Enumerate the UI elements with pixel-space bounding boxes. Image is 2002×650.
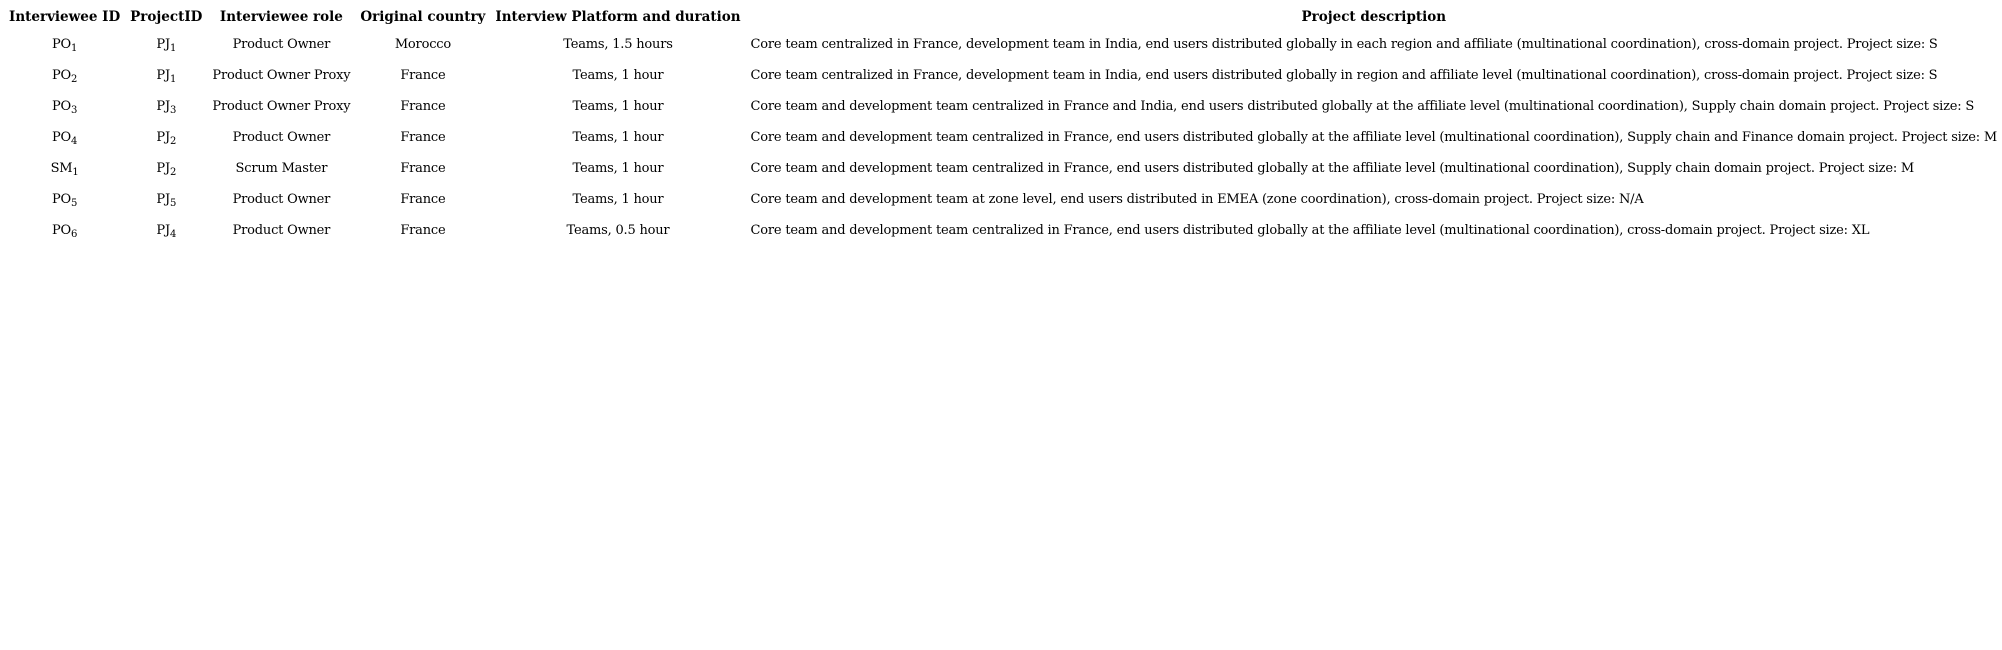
project-id-cell [125, 153, 207, 184]
project-subscript: 1 [169, 43, 177, 54]
country-cell: France [400, 223, 446, 238]
interviewee-id-cell [4, 60, 125, 91]
project-id-cell [125, 29, 207, 60]
project-id-cell [125, 184, 207, 215]
interviewee-id-cell [4, 184, 125, 215]
id-base: PO [51, 223, 71, 238]
description-cell: Core team centralized in France, development team in India, end users distributed globally in each region and affiliate (multinational coordination), cross-domain project. Project size: S [750, 37, 1938, 52]
id-base: SM [50, 161, 73, 176]
table-row [4, 60, 2002, 91]
country-cell: France [400, 130, 446, 145]
table-row [4, 184, 2002, 215]
id-base: PO [51, 37, 71, 52]
description-cell: Core team and development team centralized in France, end users distributed globally at the affiliate level (multinational coordination), Supply chain and Finance domain project. Project size: M [750, 130, 1997, 145]
platform-cell: Teams, 1 hour [572, 130, 664, 145]
id-subscript: 5 [71, 198, 78, 209]
platform-cell: Teams, 1 hour [572, 99, 664, 114]
header-row [4, 5, 2002, 29]
description-cell: Core team and development team centralized in France, end users distributed globally at the affiliate level (multinational coordination), Supply chain domain project. Project size: M [750, 161, 1915, 176]
project-base: PJ [156, 68, 170, 83]
project-base: PJ [156, 99, 170, 114]
table-row [4, 215, 2002, 246]
description-cell: Core team and development team centralized in France, end users distributed globally at the affiliate level (multinational coordination), cross-domain project. Project size: XL [750, 223, 1870, 238]
id-base: PO [51, 192, 71, 207]
header-interviewee-role: Interviewee role [219, 9, 343, 25]
country-cell: Morocco [394, 37, 451, 52]
role-cell: Scrum Master [235, 161, 328, 176]
table-row [4, 29, 2002, 60]
header-platform-duration: Interview Platform and duration [495, 9, 741, 25]
country-cell: France [400, 161, 446, 176]
interviewee-id-cell [4, 153, 125, 184]
interviewee-id-cell [4, 29, 125, 60]
header-project-id: ProjectID [130, 9, 203, 25]
id-subscript: 1 [72, 167, 79, 178]
role-cell: Product Owner Proxy [212, 68, 351, 83]
table-header [4, 5, 2002, 29]
country-cell: France [400, 192, 446, 207]
project-subscript: 5 [169, 198, 177, 209]
platform-cell: Teams, 1 hour [572, 161, 664, 176]
project-subscript: 2 [169, 136, 177, 147]
interviews-table [4, 5, 2002, 246]
platform-cell: Teams, 1 hour [572, 68, 664, 83]
project-subscript: 2 [169, 167, 177, 178]
project-subscript: 3 [169, 105, 177, 116]
id-subscript: 1 [71, 43, 78, 54]
table-row [4, 122, 2002, 153]
project-subscript: 4 [169, 229, 177, 240]
project-base: PJ [156, 223, 170, 238]
project-id-cell [125, 122, 207, 153]
project-subscript: 1 [169, 74, 177, 85]
project-id-cell [125, 215, 207, 246]
platform-cell: Teams, 1 hour [572, 192, 664, 207]
header-original-country: Original country [360, 9, 486, 25]
project-id-cell [125, 91, 207, 122]
id-subscript: 6 [71, 229, 78, 240]
country-cell: France [400, 68, 446, 83]
project-base: PJ [156, 37, 170, 52]
platform-cell: Teams, 1.5 hours [563, 37, 673, 52]
project-base: PJ [156, 161, 170, 176]
header-project-description: Project description [1301, 9, 1447, 25]
interviewee-id-cell [4, 215, 125, 246]
role-cell: Product Owner [232, 37, 331, 52]
project-base: PJ [156, 192, 170, 207]
table-row [4, 153, 2002, 184]
id-subscript: 2 [71, 74, 78, 85]
project-base: PJ [156, 130, 170, 145]
role-cell: Product Owner [232, 130, 331, 145]
platform-cell: Teams, 0.5 hour [566, 223, 670, 238]
id-base: PO [51, 130, 71, 145]
description-cell: Core team centralized in France, development team in India, end users distributed globally in region and affiliate level (multinational coordination), cross-domain project. Project size: S [750, 68, 1938, 83]
country-cell: France [400, 99, 446, 114]
header-interviewee-id: Interviewee ID [9, 9, 121, 25]
interviewee-id-cell [4, 91, 125, 122]
id-subscript: 3 [71, 105, 78, 116]
role-cell: Product Owner Proxy [212, 99, 351, 114]
description-cell: Core team and development team centralized in France and India, end users distributed globally at the affiliate level (multinational coordination), Supply chain domain project. Project size: S [750, 99, 1975, 114]
role-cell: Product Owner [232, 223, 331, 238]
id-subscript: 4 [71, 136, 78, 147]
interviewee-id-cell [4, 122, 125, 153]
description-cell: Core team and development team at zone level, end users distributed in EMEA (zone coordination), cross-domain project. Project size: N/A [750, 192, 1644, 207]
table-row [4, 91, 2002, 122]
id-base: PO [51, 68, 71, 83]
table-body [4, 29, 2002, 246]
role-cell: Product Owner [232, 192, 331, 207]
project-id-cell [125, 60, 207, 91]
id-base: PO [51, 99, 71, 114]
